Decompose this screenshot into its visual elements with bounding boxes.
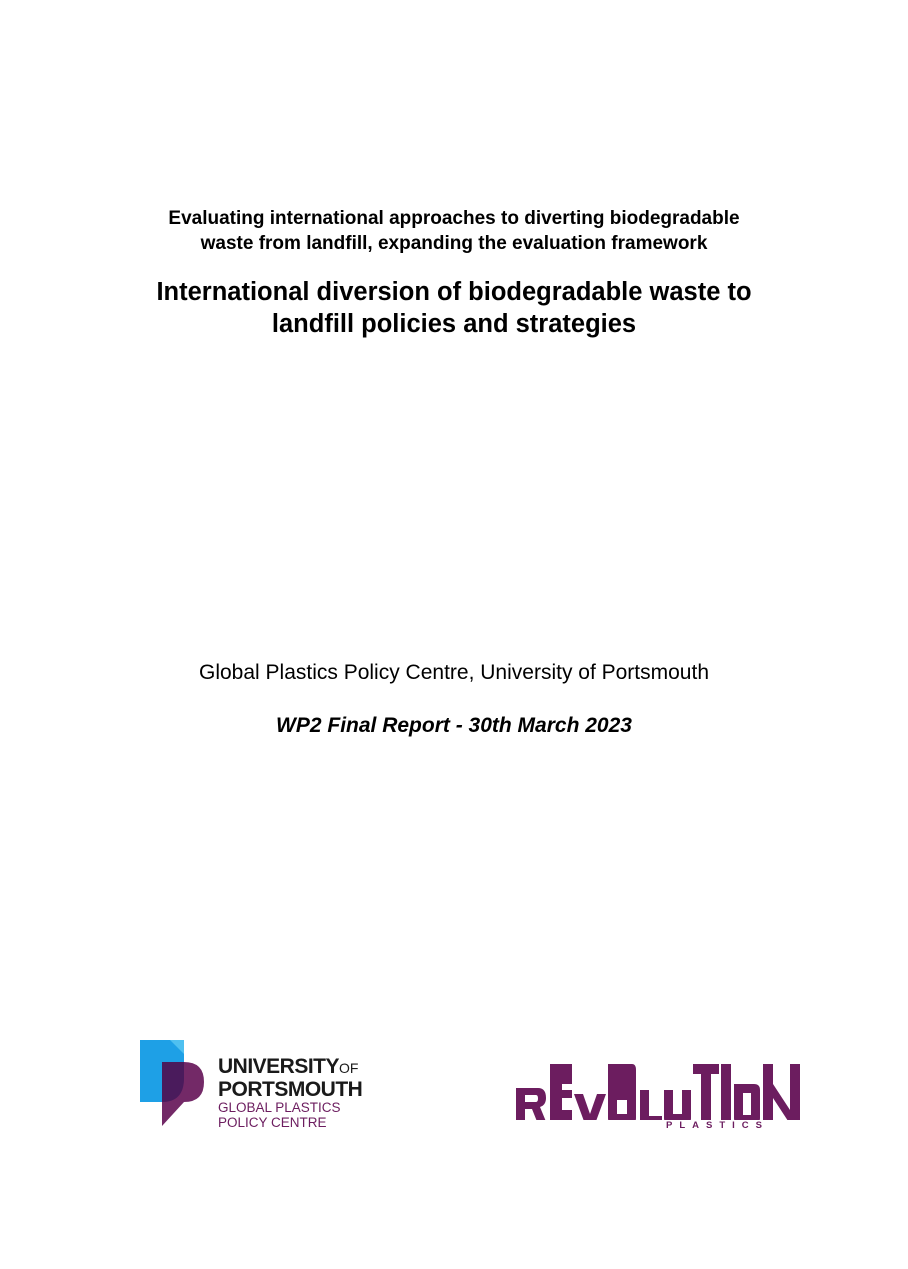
organisation-name: Global Plastics Policy Centre, University of Portsmouth	[198, 661, 710, 684]
report-label: WP2 Final Report - 30th March 2023	[276, 714, 632, 737]
subtitle-line-1: Evaluating international approaches to diverting biodegradable	[168, 208, 740, 229]
document-subtitle	[0, 206, 908, 256]
uop-university-text: UNIVERSITY	[218, 1055, 340, 1078]
document-title	[0, 276, 908, 340]
uop-line-global-plastics: GLOBAL PLASTICS	[218, 1100, 341, 1115]
subtitle-line-2: waste from landfill, expanding the evaluation framework	[200, 233, 708, 254]
revolution-plastics-subtitle: PLASTICS	[666, 1120, 769, 1131]
uop-line-portsmouth: PORTSMOUTH	[218, 1078, 363, 1101]
university-of-portsmouth-logo	[140, 1040, 400, 1130]
revolution-plastics-logo	[516, 1060, 800, 1136]
title-line-2: landfill policies and strategies	[271, 310, 637, 338]
uop-line-university	[218, 1056, 362, 1079]
uop-of-text: OF	[339, 1060, 359, 1076]
university-of-portsmouth-wordmark	[218, 1056, 362, 1130]
university-of-portsmouth-shield-icon	[140, 1040, 208, 1126]
uop-line-policy-centre: POLICY CENTRE	[218, 1115, 327, 1130]
title-line-1: International diversion of biodegradable waste to	[156, 278, 752, 306]
revolution-wordmark	[516, 1060, 800, 1120]
